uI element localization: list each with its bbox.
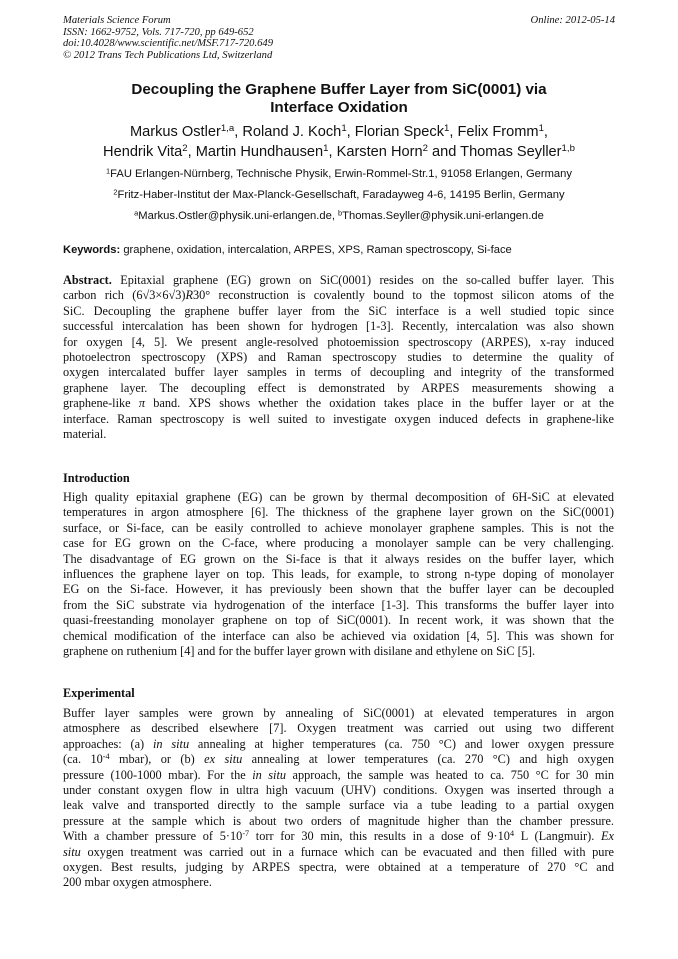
author-line-1: Markus Ostler$^{1,a}$, Roland J. Koch$^1$, Florian Speck$^1$, Felix Fromm$^1$,	[130, 123, 548, 140]
email-link-b[interactable]: Thomas.Seyller@physik.uni-erlangen.de	[342, 210, 544, 222]
author-list	[30, 122, 648, 162]
intro-line: surface, or Si-face, can be easily controlled to achieve monolayer graphene samples. This is not the	[63, 520, 614, 535]
exp-line: With a chamber pressure of $5\cdot 10^{-7}$ torr for 30 min, this results in a dose of $9\cdot 10^4$ L (Langmuir). Ex	[63, 829, 614, 844]
intro-line: from the SiC substrate via hydrogenation of the interface [1-3]. This transforms the buffer layer into	[63, 597, 614, 612]
affiliation-sup: 1	[106, 166, 111, 176]
abstract-line: for oxygen [4, 5]. We present angle-resolved photoemission spectroscopy (ARPES), x-ray induced	[63, 334, 614, 349]
email-link-a[interactable]: Markus.Ostler@physik.uni-erlangen.de,	[138, 210, 335, 222]
author-affil-sup: 2	[182, 143, 188, 155]
affiliation-text: Fritz-Haber-Institut der Max-Planck-Gesellschaft, Faradayweg 4-6, 14195 Berlin, Germany	[117, 189, 565, 201]
publication-header	[63, 15, 273, 61]
abstract-label: Abstract.	[63, 273, 112, 287]
intro-line: graphene on ruthenium [4] and for the buffer layer grown with disilane and ethylene on SiC [5].	[63, 644, 536, 659]
exp-line: situ oxygen treatment was carried out in a furnace which can be evacuated and then filled with pure	[63, 844, 614, 859]
intro-line: EG on the Si-face. However, it has previously been shown that the buffer layer can be decoupled	[63, 582, 614, 597]
exp-line: under constant oxygen flow in ultra high vacuum (UHV) conditions. Oxygen was inserted through a	[63, 783, 614, 798]
author-name: Martin Hundhausen	[195, 144, 324, 160]
abstract-line: carbon rich (6√3×6√3)R30° reconstruction is covalently bound to the topmost silicon atoms of the	[63, 288, 614, 303]
intro-line: chemical modification of the interface can also be achieved via oxidation [4, 5]. This was shown for	[63, 628, 614, 643]
author-name: Florian Speck	[354, 124, 445, 140]
intro-line: case for EG grown on the C-face, where producing a monolayer sample can be very challenging.	[63, 536, 614, 551]
exp-line: Buffer layer samples were grown by annealing of SiC(0001) at elevated temperatures in argon	[63, 706, 614, 720]
intro-line: quasi-freestanding monolayer graphene on top of SiC(0001). In recent work, it was shown that the	[63, 613, 614, 628]
author-affil-sup: 1	[444, 123, 450, 135]
abstract-line: SiC. Decoupling the graphene buffer layer from the SiC interface is a well studied topic since	[63, 303, 614, 318]
abstract-line: material.	[63, 427, 107, 442]
intro-line: The disadvantage of EG grown on the Si-face is that it always resides on the buffer layer, which	[63, 551, 614, 566]
keywords	[63, 244, 615, 256]
affiliation-1	[30, 168, 648, 180]
email-sup: b	[338, 208, 343, 218]
abstract-line: graphene layer. The decoupling effect is demonstrated by ARPES measurements showing a	[63, 380, 614, 395]
author-affil-sup: 1,b	[561, 143, 575, 155]
intro-line: High quality epitaxial graphene (EG) can be grown by thermal decomposition of 6H-SiC at elevated	[63, 490, 614, 504]
affiliation-2	[30, 189, 648, 201]
author-line-2: Hendrik Vita$^2$, Martin Hundhausen$^1$, Karsten Horn$^2$ and Thomas Seyller$^{1,b}$	[103, 143, 575, 160]
abstract-line: photoelectron spectroscopy (XPS) and Raman spectroscopy studies to determine the quality of	[63, 350, 614, 365]
author-affil-sup: 2	[422, 143, 428, 155]
author-name: Felix Fromm	[457, 124, 539, 140]
exp-line: (ca. $10^{-4}$ mbar), or (b) ex situ annealing at lower temperatures (ca. 270 °C) and high oxygen	[63, 752, 614, 767]
author-affil-sup: 1	[323, 143, 329, 155]
author-and: and	[432, 144, 457, 160]
author-name: Markus Ostler	[130, 124, 221, 140]
intro-line: influences the graphene layer on top. This leads, for example, to strong n-type doping of monolayer	[63, 567, 614, 582]
journal-name: Materials Science Forum	[63, 15, 171, 26]
email-line	[30, 210, 648, 222]
affiliation-text: FAU Erlangen-Nürnberg, Technische Physik, Erwin-Rommel-Str.1, 91058 Erlangen, Germany	[110, 168, 572, 180]
affiliation-sup: 2	[113, 187, 118, 197]
author-affil-sup: 1	[538, 123, 544, 135]
author-name: Thomas Seyller	[460, 144, 562, 160]
exp-line: approaches: (a) in situ annealing at higher temperatures (ca. 750 °C) and lower oxygen pressure	[63, 736, 615, 751]
exp-line: leak valve and transported directly to the sample surface via a tube leading to a partial oxygen	[63, 798, 614, 813]
exp-line: atmosphere as described elsewhere [7]. Oxygen treatment was carried out using two different	[63, 721, 614, 736]
doi-line[interactable]: doi:10.4028/www.scientific.net/MSF.717-720.649	[63, 38, 273, 50]
keywords-text: graphene, oxidation, intercalation, ARPES, XPS, Raman spectroscopy, Si-face	[123, 244, 512, 256]
experimental-body	[63, 706, 614, 891]
author-affil-sup: 1,a	[220, 123, 235, 135]
exp-line: pressure at the sample which is about two orders of magnitude higher than the chamber pressure.	[63, 813, 614, 828]
author-affil-sup: 1	[341, 123, 347, 135]
email-sup: a	[134, 208, 139, 218]
section-heading-introduction: Introduction	[63, 471, 130, 485]
abstract	[63, 273, 614, 442]
online-date: Online: 2012-05-14	[530, 15, 615, 26]
exp-line: 200 mbar oxygen atmosphere.	[63, 875, 212, 890]
abstract-line: graphene-like π band. XPS shows whether the oxidation takes place in the buffer layer or at the	[63, 396, 615, 411]
intro-line: temperatures in argon atmosphere [6]. The thickness of the graphene layer grown on the SiC(0001)	[63, 505, 614, 520]
title-line-2: Interface Oxidation	[270, 99, 408, 116]
author-name: Karsten Horn	[336, 144, 423, 160]
exp-line: pressure (100-1000 mbar). For the in situ approach, the sample was heated to ca. 750 °C for 30 min	[63, 767, 615, 782]
paper-title	[40, 81, 638, 117]
abstract-line: Abstract. Epitaxial graphene (EG) grown on SiC(0001) resides on the so-called buffer layer. This	[63, 273, 614, 287]
abstract-line: oxygen intercalated buffer layer samples in terms of decoupling and integrity of the transformed	[63, 365, 614, 380]
title-line-1: Decoupling the Graphene Buffer Layer from SiC(0001) via	[131, 81, 547, 98]
introduction-body	[63, 490, 614, 659]
exp-line: oxygen. Best results, judging by ARPES spectra, were obtained at a temperature of 270 °C and	[63, 860, 614, 875]
section-heading-experimental: Experimental	[63, 686, 135, 700]
copyright-line: © 2012 Trans Tech Publications Ltd, Switzerland	[63, 49, 273, 61]
keywords-label: Keywords:	[63, 244, 121, 256]
author-name: Roland J. Koch	[242, 124, 342, 140]
author-name: Hendrik Vita	[103, 144, 183, 160]
abstract-line: interface. Raman spectroscopy is well suited to investigate oxygen induced defects in graphene-like	[63, 411, 614, 426]
issn-line: ISSN: 1662-9752, Vols. 717-720, pp 649-652	[63, 26, 254, 38]
abstract-line: successful intercalation has been shown for hydrogen [1-3]. Recently, intercalation was also shown	[63, 319, 614, 334]
